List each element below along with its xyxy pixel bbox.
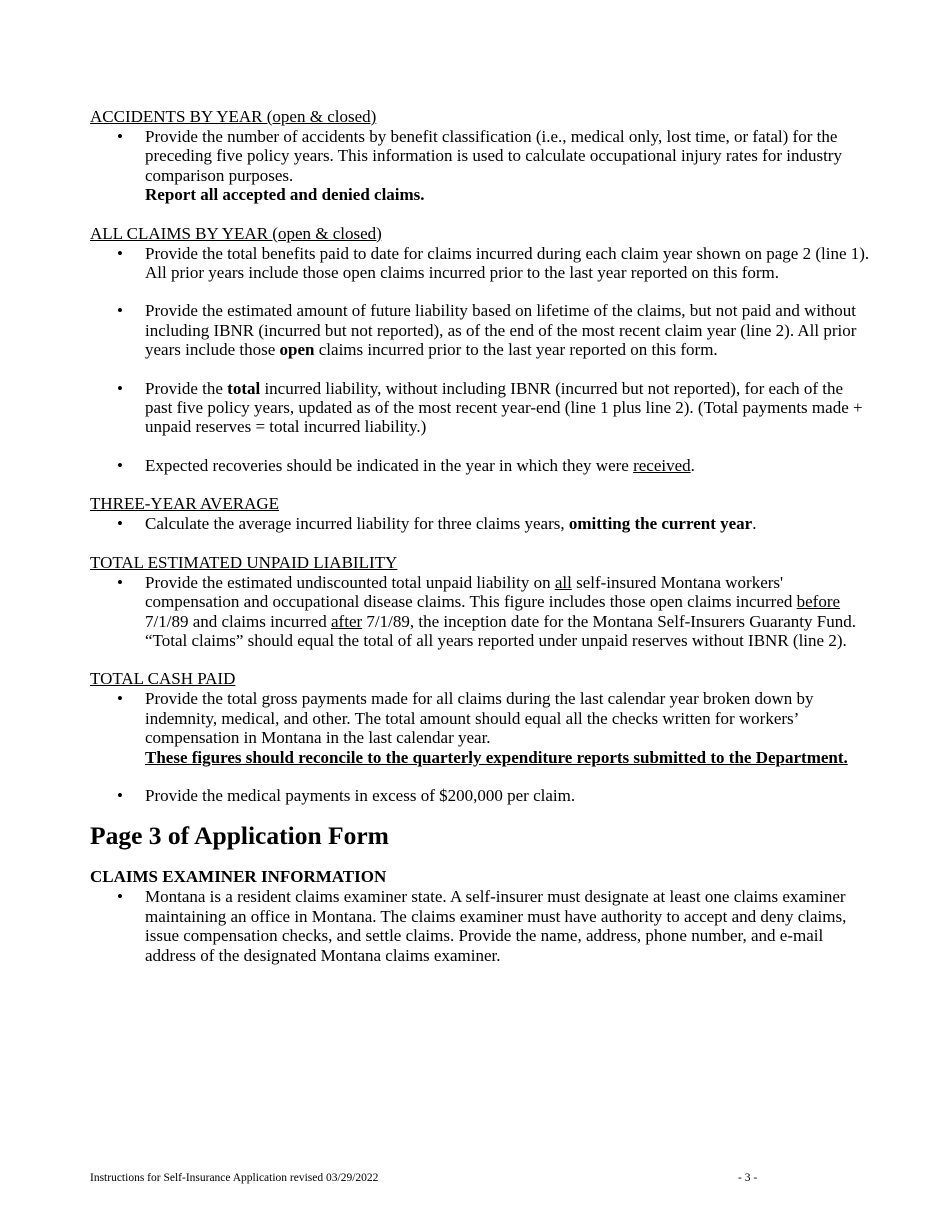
list-item: • Montana is a resident claims examiner state. A self-insurer must designate at least one claims examiner maintaining an office in Montana. The claims examiner must have authority to accept and deny claims, issue compensation checks, and settle claims. Provide the name, address, phone number, and e-mail address of the designated Montana claims examiner.: [90, 887, 870, 965]
accidents-section-title: ACCIDENTS BY YEAR (open & closed): [90, 107, 377, 126]
unpaid-liability-section-title: TOTAL ESTIMATED UNPAID LIABILITY: [90, 552, 398, 572]
list-item: • Provide the total incurred liability, without including IBNR (incurred but not reported), for each of the past five policy years, updated as of the most recent year-end (line 1 plus line 2). (Total payments made + unpaid reserves = total incurred liability.): [90, 379, 870, 437]
three-year-list: [90, 514, 870, 533]
list-item: • Provide the medical payments in excess of $200,000 per claim.: [90, 786, 870, 805]
page-number: - 3 -: [738, 1172, 758, 1184]
unpaid-liability-list: [90, 573, 870, 651]
list-item: • Calculate the average incurred liability for three claims years, omitting the current year.: [90, 514, 870, 533]
list-item: • Provide the total benefits paid to date for claims incurred during each claim year shown on page 2 (line 1). All prior years include those open claims incurred prior to the last year reported on this form.: [90, 244, 870, 283]
cash-paid-list: [90, 689, 870, 805]
page3-heading: Page 3 of Application Form: [90, 821, 389, 851]
claims-examiner-heading: CLAIMS EXAMINER INFORMATION: [90, 867, 387, 887]
list-item: • Provide the estimated amount of future liability based on lifetime of the claims, but not paid and without including IBNR (incurred but not reported), as of the end of the most recent claim year (line 2). All prior years include those open claims incurred prior to the last year reported on this form.: [90, 301, 870, 359]
all-claims-section-title: ALL CLAIMS BY YEAR (open & closed): [90, 223, 382, 243]
document-page: [90, 107, 870, 965]
claims-examiner-list: [90, 887, 870, 965]
bold-note: These figures should reconcile to the quarterly expenditure reports submitted to the Department.: [145, 747, 848, 767]
list-item: • Provide the number of accidents by benefit classification (i.e., medical only, lost time, or fatal) for the preceding five policy years. This information is used to calculate occupational injury rates for industry comparison purposes. Report all accepted and denied claims.: [90, 127, 870, 205]
bold-note: Report all accepted and denied claims.: [145, 185, 425, 205]
footer-revision: Instructions for Self-Insurance Application revised 03/29/2022: [90, 1172, 379, 1184]
cash-paid-section-title: TOTAL CASH PAID: [90, 669, 236, 689]
three-year-section-title: THREE-YEAR AVERAGE: [90, 494, 280, 514]
accidents-list: [90, 127, 870, 205]
all-claims-list: [90, 244, 870, 476]
list-item: • Provide the total gross payments made for all claims during the last calendar year broken down by indemnity, medical, and other. The total amount should equal all the checks written for workers’ compensation in Montana in the last calendar year. These figures should reconcile to the quarterly expenditure reports submitted to the Department.: [90, 689, 870, 767]
list-item: • Expected recoveries should be indicated in the year in which they were received.: [90, 456, 870, 475]
list-item: • Provide the estimated undiscounted total unpaid liability on all self-insured Montana workers' compensation and occupational disease claims. This figure includes those open claims incurred before 7/1/89 and claims incurred after 7/1/89, the inception date for the Montana Self-Insurers Guaranty Fund. “Total claims” should equal the total of all years reported under unpaid reserves without IBNR (line 2).: [90, 573, 870, 651]
